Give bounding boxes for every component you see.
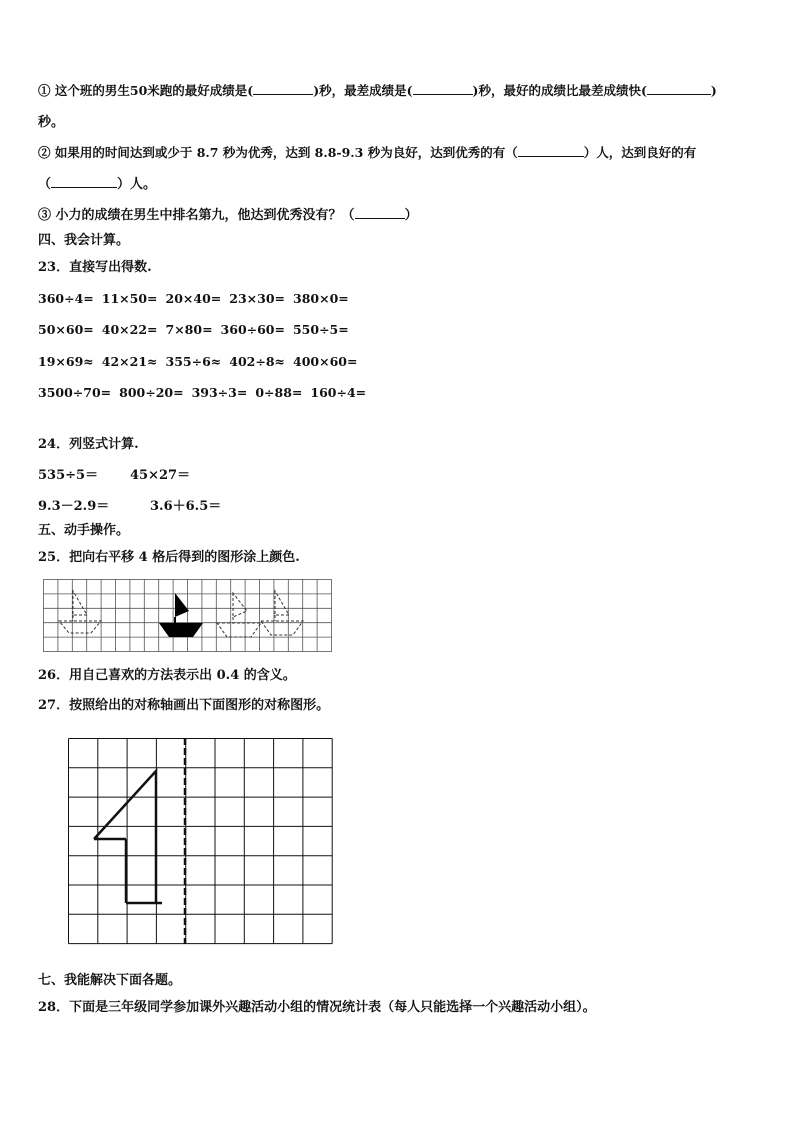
q24-item-3: 9.3－2.9＝ xyxy=(38,499,110,514)
calc-item: 355÷6≈ xyxy=(165,354,222,369)
calc-item: 360÷60= xyxy=(220,322,285,337)
figure-four-shape xyxy=(94,771,162,903)
q23-title: 23．直接写出得数. xyxy=(38,260,152,275)
calc-item: 7×80= xyxy=(165,322,213,337)
q23-row-2 xyxy=(38,321,357,339)
q24-title: 24．列竖式计算. xyxy=(38,437,139,452)
answer-blank[interactable] xyxy=(647,82,711,95)
calc-item: 402÷8≈ xyxy=(229,354,285,369)
section-heading-5: 五、动手操作。 xyxy=(38,523,130,538)
q27-symmetry-grid xyxy=(68,738,334,948)
answer-blank[interactable] xyxy=(518,144,584,157)
calc-item: 11×50= xyxy=(101,291,158,306)
calc-item: 23×30= xyxy=(229,291,285,306)
calc-item: 50×60= xyxy=(38,322,94,337)
circled-number-1: ① xyxy=(38,83,51,98)
answer-blank[interactable] xyxy=(253,82,313,95)
calc-item: 380×0= xyxy=(293,291,349,306)
q25-translation-grid xyxy=(43,579,333,653)
calc-item: 42×21≈ xyxy=(101,354,158,369)
q26-title: 26．用自己喜欢的方法表示出 0.4 的含义。 xyxy=(38,668,296,683)
q24-item-2: 45×27＝ xyxy=(130,468,191,483)
section-heading-7: 七、我能解决下面各题。 xyxy=(38,973,182,988)
dashed-boat-shape xyxy=(59,591,101,633)
calc-item: 0÷88= xyxy=(255,385,303,400)
section-heading-4: 四、我会计算。 xyxy=(38,233,130,248)
calc-item: 550÷5= xyxy=(292,322,349,337)
q22-sub1: ① 这个班的男生50米跑的最好成绩是( )秒，最差成绩是( )秒，最好的成绩比最差成绩快( ) xyxy=(38,83,717,98)
calc-item: 40×22= xyxy=(101,322,158,337)
q25-title: 25．把向右平移 4 格后得到的图形涂上颜色. xyxy=(38,550,300,565)
q23-row-3 xyxy=(38,353,365,371)
q24-item-1: 535÷5＝ xyxy=(38,468,99,483)
answer-blank[interactable] xyxy=(355,206,405,219)
q22-sub1-continued: 秒。 xyxy=(38,115,65,130)
calc-item: 360÷4= xyxy=(38,291,94,306)
calc-item: 20×40= xyxy=(165,291,222,306)
calc-item: 393÷3= xyxy=(191,385,248,400)
q28-title: 28．下面是三年级同学参加课外兴趣活动小组的情况统计表（每人只能选择一个兴趣活动小组）。 xyxy=(38,1000,596,1015)
calc-item: 3500÷70= xyxy=(38,385,112,400)
circled-number-2: ② xyxy=(38,145,51,160)
answer-blank[interactable] xyxy=(413,82,473,95)
q22-sub3: ③ 小力的成绩在男生中排名第九，他达到优秀没有？（ ） xyxy=(38,208,418,223)
circled-number-3: ③ xyxy=(38,208,52,223)
q27-title: 27．按照给出的对称轴画出下面图形的对称图形。 xyxy=(38,698,330,713)
q22-sub2: ② 如果用的时间达到或少于 8.7 秒为优秀，达到 8.8-9.3 秒为良好，达到优秀的有（ ）人，达到良好的有 xyxy=(38,145,697,160)
q23-row-4 xyxy=(38,384,374,402)
calc-item: 160÷4= xyxy=(310,385,367,400)
q24-item-4: 3.6＋6.5＝ xyxy=(150,499,222,514)
calc-item: 19×69≈ xyxy=(38,354,94,369)
dashed-boat-shape xyxy=(217,593,261,637)
calc-item: 800÷20= xyxy=(119,385,184,400)
calc-item: 400×60= xyxy=(293,354,358,369)
dashed-boat-shape xyxy=(261,591,303,635)
q22-sub2-continued: （ ）人。 xyxy=(38,177,157,192)
solid-boat-shape xyxy=(159,593,203,637)
q23-row-1 xyxy=(38,290,357,308)
answer-blank[interactable] xyxy=(51,175,117,188)
